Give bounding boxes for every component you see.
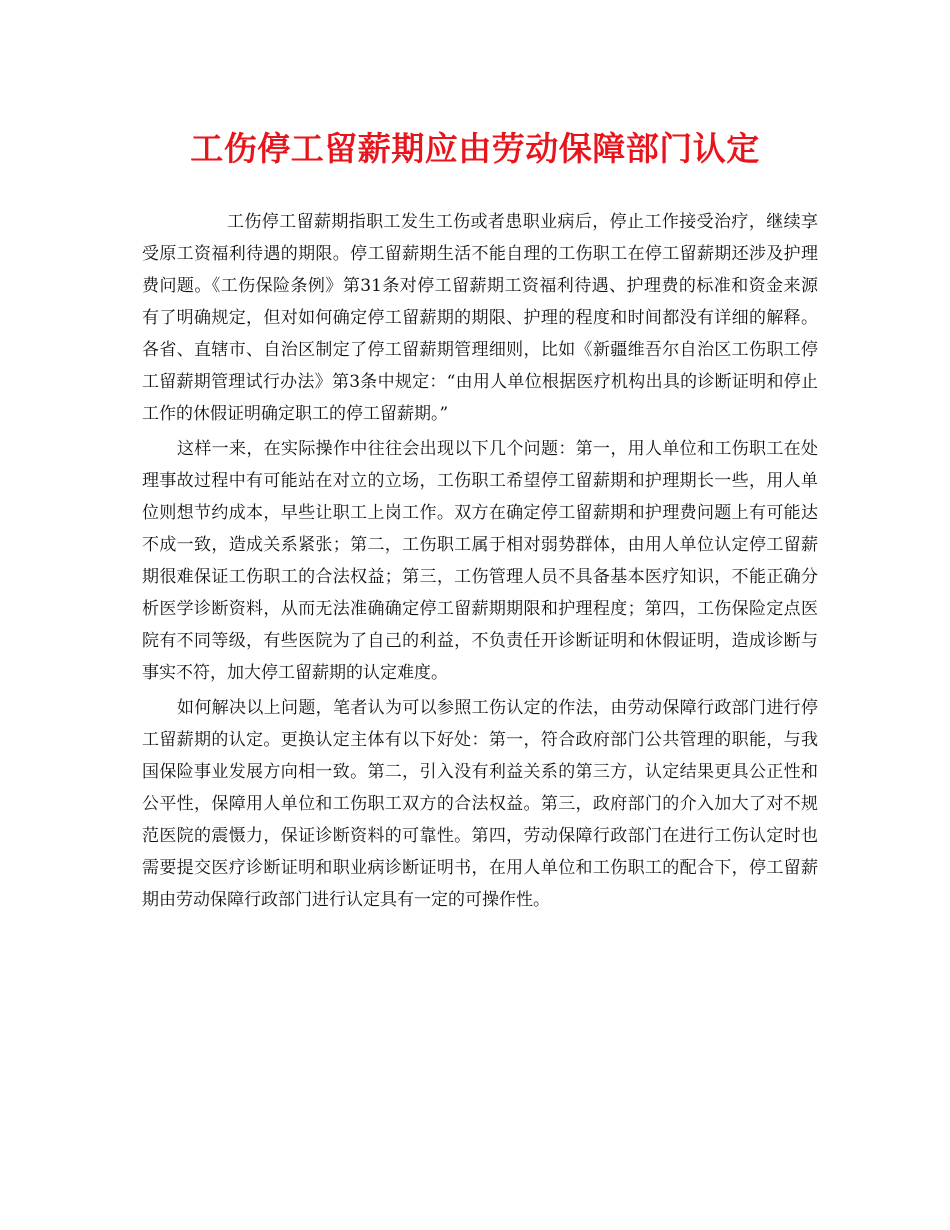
- paragraph-3: 如何解决以上问题，笔者认为可以参照工伤认定的作法，由劳动保障行政部门进行停工留薪期的认定。更换认定主体有以下好处：第一，符合政府部门公共管理的职能，与我国保险事业发展方向相一致。第二，引入没有利益关系的第三方，认定结果更具公正性和公平性，保障用人单位和工伤职工双方的合法权益。第三，政府部门的介入加大了对不规范医院的震慑力，保证诊断资料的可靠性。第四，劳动保障行政部门在进行工伤认定时也需要提交医疗诊断证明和职业病诊断证明书，在用人单位和工伤职工的配合下，停工留薪期由劳动保障行政部门进行认定具有一定的可操作性。: [142, 698, 818, 910]
- paragraph-1: 工伤停工留薪期指职工发生工伤或者患职业病后，停止工作接受治疗，继续享受原工资福利待遇的期限。停工留薪期生活不能自理的工伤职工在停工留薪期还涉及护理费问题。《工伤保险条例》第31条对停工留薪期工资福利待遇、护理费的标准和资金来源有了明确规定，但对如何确定停工留薪期的期限、护理的程度和时间都没有详细的解释。各省、直辖市、自治区制定了停工留薪期管理细则，比如《新疆维吾尔自治区工伤职工停工留薪期管理试行办法》第3条中规定：“由用人单位根据医疗机构出具的诊断证明和停止工作的休假证明确定职工的停工留薪期。”: [142, 212, 818, 424]
- paragraph-2: 这样一来，在实际操作中往往会出现以下几个问题：第一，用人单位和工伤职工在处理事故过程中有可能站在对立的立场，工伤职工希望停工留薪期和护理期长一些，用人单位则想节约成本，早些让职工上岗工作。双方在确定停工留薪期和护理费问题上有可能达不成一致，造成关系紧张；第二，工伤职工属于相对弱势群体，由用人单位认定停工留薪期很难保证工伤职工的合法权益；第三，工伤管理人员不具备基本医疗知识，不能正确分析医学诊断资料，从而无法准确确定停工留薪期期限和护理程度；第四，工伤保险定点医院有不同等级，有些医院为了自己的利益，不负责任开诊断证明和休假证明，造成诊断与事实不符，加大停工留薪期的认定难度。: [142, 439, 818, 683]
- document-body: [142, 206, 818, 916]
- document-title: 工伤停工留薪期应由劳动保障部门认定: [190, 129, 760, 168]
